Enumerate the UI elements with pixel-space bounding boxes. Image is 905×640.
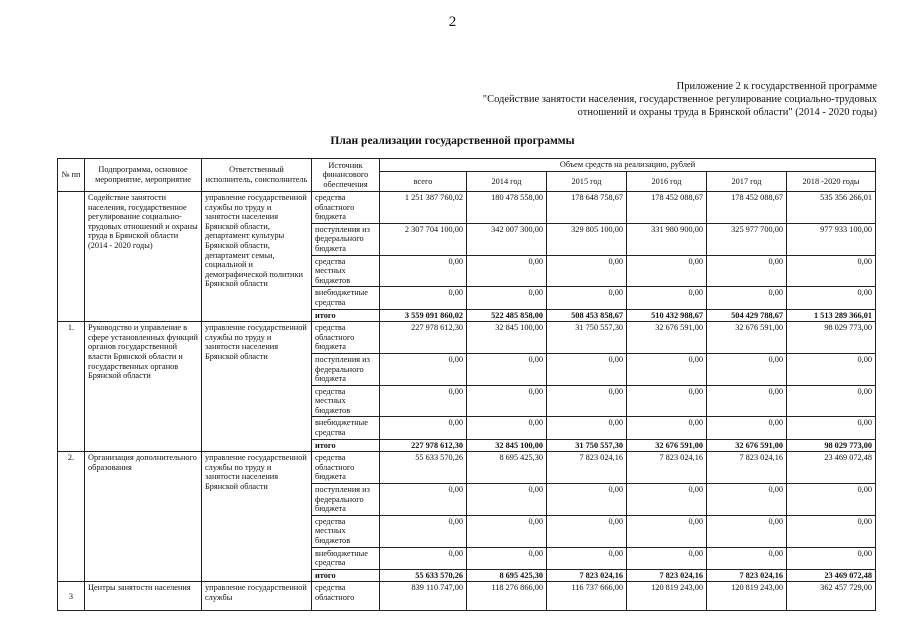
amount-cell: 0,00: [467, 417, 547, 439]
amount-cell: 227 978 612,30: [380, 322, 467, 354]
amount-cell: 0,00: [380, 515, 467, 547]
funding-source: средства местных бюджетов: [312, 515, 380, 547]
funding-source: поступления из федерального бюджета: [312, 223, 380, 255]
funding-source: внебюджетные средства: [312, 547, 380, 569]
amount-cell: 0,00: [380, 417, 467, 439]
header-year: 2017 год: [707, 172, 787, 192]
program-name: Организация дополнительного образования: [85, 452, 202, 582]
appendix-note: [483, 80, 877, 119]
amount-cell: 0,00: [627, 353, 707, 385]
amount-cell: 8 695 425,30: [467, 569, 547, 582]
amount-cell: 0,00: [547, 353, 627, 385]
header-year: 2016 год: [627, 172, 707, 192]
amount-cell: 180 478 558,00: [467, 192, 547, 224]
amount-cell: 0,00: [547, 484, 627, 516]
amount-cell: 1 513 289 366,01: [787, 309, 876, 322]
amount-cell: 32 676 591,00: [707, 322, 787, 354]
amount-cell: 0,00: [707, 547, 787, 569]
funding-source: внебюджетные средства: [312, 417, 380, 439]
amount-cell: 0,00: [707, 515, 787, 547]
amount-cell: 0,00: [627, 287, 707, 309]
amount-cell: 2 307 704 100,00: [380, 223, 467, 255]
amount-cell: 1 251 387 760,02: [380, 192, 467, 224]
amount-cell: 178 452 088,67: [707, 192, 787, 224]
amount-cell: 98 029 773,00: [787, 439, 876, 452]
header-volume: Объем средств на реализацию, рублей: [380, 159, 876, 172]
amount-cell: 0,00: [627, 484, 707, 516]
header-year: всего: [380, 172, 467, 192]
amount-cell: 839 110 747,00: [380, 582, 467, 611]
header-source: Источник финансового обеспечения: [312, 159, 380, 192]
funding-source: итого: [312, 439, 380, 452]
amount-cell: 0,00: [707, 287, 787, 309]
program-name: Руководство и управление в сфере установленных функций органов государственной власти Брянской области и государственных органов Брянской области: [85, 322, 202, 452]
amount-cell: 55 633 570,26: [380, 452, 467, 484]
funding-source: итого: [312, 569, 380, 582]
executor-name: управление государственной службы: [202, 582, 312, 611]
amount-cell: 0,00: [467, 547, 547, 569]
amount-cell: 0,00: [380, 255, 467, 287]
amount-cell: 118 276 866,00: [467, 582, 547, 611]
amount-cell: 0,00: [627, 547, 707, 569]
row-number: 1.: [58, 322, 85, 452]
amount-cell: 0,00: [707, 353, 787, 385]
amount-cell: 227 978 612,30: [380, 439, 467, 452]
executor-name: управление государственной службы по труду и занятости населения Брянской области, департамент культуры Брянской области, департамент семьи, социальной и демографической политики Брянской области: [202, 192, 312, 322]
amount-cell: 0,00: [547, 417, 627, 439]
amount-cell: 7 823 024,16: [547, 452, 627, 484]
amount-cell: 32 845 100,00: [467, 439, 547, 452]
funding-source: средства областного бюджета: [312, 452, 380, 484]
amount-cell: 0,00: [467, 515, 547, 547]
amount-cell: 977 933 100,00: [787, 223, 876, 255]
amount-cell: 0,00: [787, 547, 876, 569]
table-row: [58, 452, 876, 484]
appendix-line: "Содействие занятости населения, государственное регулирование социально-трудовых: [482, 94, 877, 105]
appendix-line: отношений и охраны труда в Брянской области" (2014 - 2020 годы): [577, 107, 877, 118]
row-number: [58, 192, 85, 322]
amount-cell: 0,00: [380, 353, 467, 385]
amount-cell: 98 029 773,00: [787, 322, 876, 354]
funding-source: внебюджетные средства: [312, 287, 380, 309]
plan-table-body: [58, 192, 876, 611]
funding-source: средства местных бюджетов: [312, 385, 380, 417]
header-no: № пп: [58, 159, 85, 192]
funding-source: поступления из федерального бюджета: [312, 484, 380, 516]
amount-cell: 0,00: [467, 353, 547, 385]
amount-cell: 0,00: [547, 515, 627, 547]
executor-name: управление государственной службы по труду и занятости населения Брянской области: [202, 452, 312, 582]
header-year: 2014 год: [467, 172, 547, 192]
amount-cell: 510 432 988,67: [627, 309, 707, 322]
funding-source: средства областного бюджета: [312, 322, 380, 354]
funding-source: итого: [312, 309, 380, 322]
amount-cell: 0,00: [627, 417, 707, 439]
header-program: Подпрограмма, основное мероприятие, мероприятие: [85, 159, 202, 192]
amount-cell: 0,00: [707, 385, 787, 417]
amount-cell: 31 750 557,30: [547, 322, 627, 354]
amount-cell: 362 457 729,00: [787, 582, 876, 611]
amount-cell: 0,00: [467, 385, 547, 417]
row-number: 3: [58, 582, 85, 611]
amount-cell: 32 676 591,00: [707, 439, 787, 452]
amount-cell: 7 823 024,16: [707, 452, 787, 484]
amount-cell: 178 452 088,67: [627, 192, 707, 224]
amount-cell: 32 676 591,00: [627, 439, 707, 452]
table-row: [58, 192, 876, 224]
amount-cell: 0,00: [547, 547, 627, 569]
amount-cell: 0,00: [547, 255, 627, 287]
amount-cell: 32 676 591,00: [627, 322, 707, 354]
amount-cell: 0,00: [787, 515, 876, 547]
amount-cell: 522 485 858,00: [467, 309, 547, 322]
amount-cell: 3 559 091 860,02: [380, 309, 467, 322]
amount-cell: 0,00: [467, 287, 547, 309]
amount-cell: 31 750 557,30: [547, 439, 627, 452]
amount-cell: 178 648 758,67: [547, 192, 627, 224]
funding-source: средства местных бюджетов: [312, 255, 380, 287]
program-name: Содействие занятости населения, государственное регулирование социально-трудовых отношений и охраны труда в Брянской области (2014 - 2020 годы): [85, 192, 202, 322]
amount-cell: 55 633 570,26: [380, 569, 467, 582]
amount-cell: 535 356 266,01: [787, 192, 876, 224]
amount-cell: 0,00: [707, 255, 787, 287]
amount-cell: 0,00: [707, 417, 787, 439]
amount-cell: 7 823 024,16: [707, 569, 787, 582]
amount-cell: 0,00: [547, 385, 627, 417]
amount-cell: 0,00: [707, 484, 787, 516]
amount-cell: 7 823 024,16: [547, 569, 627, 582]
amount-cell: 32 845 100,00: [467, 322, 547, 354]
header-year: 2015 год: [547, 172, 627, 192]
amount-cell: 342 007 300,00: [467, 223, 547, 255]
page-number: 2: [448, 14, 457, 30]
row-number: 2.: [58, 452, 85, 582]
program-name: Центры занятости населения: [85, 582, 202, 611]
executor-name: управление государственной службы по труду и занятости населения Брянской области: [202, 322, 312, 452]
amount-cell: 8 695 425,30: [467, 452, 547, 484]
amount-cell: 504 429 788,67: [707, 309, 787, 322]
amount-cell: 0,00: [380, 547, 467, 569]
amount-cell: 0,00: [787, 255, 876, 287]
amount-cell: 23 469 072,48: [787, 569, 876, 582]
amount-cell: 0,00: [627, 515, 707, 547]
amount-cell: 0,00: [380, 484, 467, 516]
amount-cell: 23 469 072,48: [787, 452, 876, 484]
amount-cell: 120 819 243,00: [627, 582, 707, 611]
amount-cell: 0,00: [627, 255, 707, 287]
plan-table: [57, 158, 876, 611]
amount-cell: 0,00: [787, 353, 876, 385]
header-year: 2018 -2020 годы: [787, 172, 876, 192]
amount-cell: 0,00: [380, 385, 467, 417]
amount-cell: 0,00: [787, 417, 876, 439]
funding-source: средства областного бюджета: [312, 192, 380, 224]
amount-cell: 0,00: [467, 255, 547, 287]
amount-cell: 0,00: [380, 287, 467, 309]
amount-cell: 331 980 900,00: [627, 223, 707, 255]
amount-cell: 7 823 024,16: [627, 452, 707, 484]
amount-cell: 0,00: [787, 484, 876, 516]
funding-source: поступления из федерального бюджета: [312, 353, 380, 385]
amount-cell: 508 453 858,67: [547, 309, 627, 322]
table-row: [58, 582, 876, 611]
amount-cell: 0,00: [787, 385, 876, 417]
amount-cell: 0,00: [627, 385, 707, 417]
amount-cell: 7 823 024,16: [627, 569, 707, 582]
appendix-line: Приложение 2 к государственной программе: [676, 81, 877, 92]
amount-cell: 329 805 100,00: [547, 223, 627, 255]
amount-cell: 0,00: [467, 484, 547, 516]
header-executor: Ответственный исполнитель, соисполнитель: [202, 159, 312, 192]
table-row: [58, 322, 876, 354]
amount-cell: 120 819 243,00: [707, 582, 787, 611]
amount-cell: 116 737 666,00: [547, 582, 627, 611]
plan-title: План реализации государственной программы: [330, 135, 575, 147]
amount-cell: 0,00: [547, 287, 627, 309]
amount-cell: 325 977 700,00: [707, 223, 787, 255]
funding-source: средства областного: [312, 582, 380, 611]
amount-cell: 0,00: [787, 287, 876, 309]
